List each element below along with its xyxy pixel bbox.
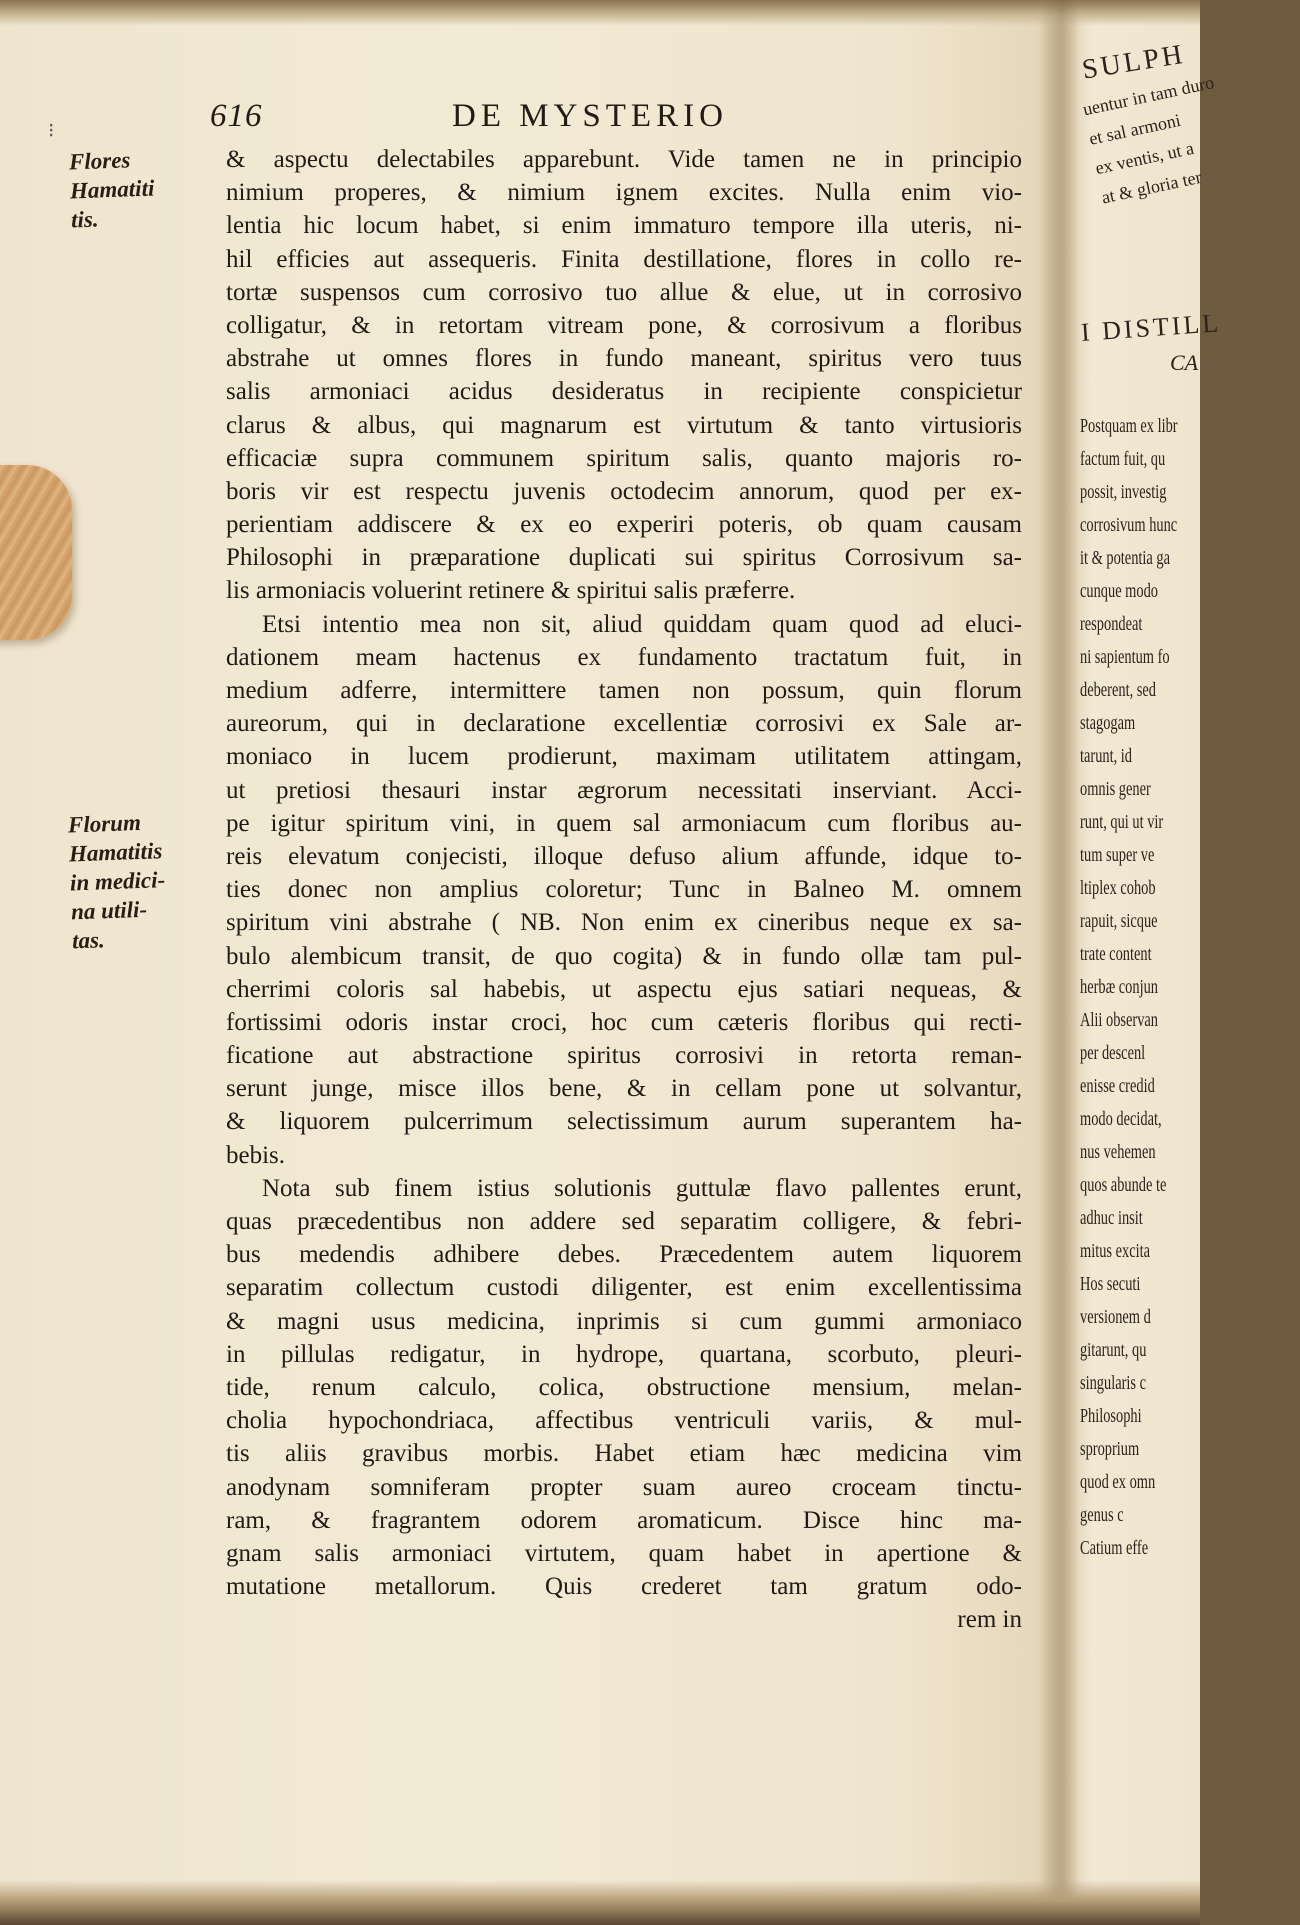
paragraph-1-line: & aspectu delectabiles apparebunt. Vide tamen ne in principio bbox=[226, 146, 1022, 173]
paragraph-2-line: moniaco in lucem prodierunt, maximam utilitatem attingam, bbox=[226, 743, 1022, 771]
top-page-shadow bbox=[0, 0, 1200, 26]
paragraph-1-line: clarus & albus, qui magnarum est virtutum & tanto virtusioris bbox=[226, 411, 1022, 439]
facing-page-line: singularis c bbox=[1080, 1372, 1146, 1394]
facing-page-line: Postquam ex libr bbox=[1080, 415, 1178, 437]
facing-page-line: nus vehemen bbox=[1080, 1141, 1156, 1163]
facing-page-line: ltiplex cohob bbox=[1080, 877, 1156, 899]
facing-page-line: stagogam bbox=[1080, 712, 1136, 734]
running-title: DE MYSTERIO bbox=[452, 98, 728, 134]
page-number: 616 bbox=[210, 98, 263, 134]
facing-page-line: genus c bbox=[1080, 1504, 1124, 1526]
bottom-page-edge bbox=[0, 1880, 1200, 1925]
paragraph-3-line: & magni usus medicina, inprimis si cum gummi armoniaco bbox=[226, 1307, 1022, 1335]
paragraph-1-line: lis armoniacis voluerint retinere & spiritui salis præferre. bbox=[226, 577, 796, 605]
main-text-block bbox=[226, 143, 1022, 1636]
margin-note-line: tis. bbox=[70, 206, 99, 233]
paragraph-2-line: Etsi intentio mea non sit, aliud quiddam quam quod ad eluci- bbox=[262, 610, 1022, 638]
facing-page-line: Catium effe bbox=[1080, 1537, 1149, 1559]
paragraph-3-line: anodynam somniferam propter suam aureo croceam tinctu- bbox=[226, 1473, 1022, 1501]
facing-page-line: runt, qui ut vir bbox=[1080, 811, 1164, 833]
paragraph-2-line: bulo alembicum transit, de quo cogita) & in fundo ollæ tam pul- bbox=[226, 942, 1022, 970]
facing-page-line: uentur in tam duro bbox=[1081, 72, 1216, 120]
paragraph-2-line: ties donec non amplius coloretur; Tunc in Balneo M. omnem bbox=[226, 876, 1022, 904]
facing-page-line: rapuit, sicque bbox=[1080, 910, 1158, 932]
facing-page-line: gitarunt, qu bbox=[1080, 1339, 1147, 1361]
margin-note-line: tas. bbox=[71, 927, 106, 954]
paragraph-2-line: ficatione aut abstractione spiritus corrosivi in retorta reman- bbox=[226, 1042, 1022, 1070]
paragraph-2-line: reis elevatum conjecisti, illoque defuso alium affunde, idque to- bbox=[226, 842, 1022, 870]
paragraph-2-line: pe igitur spiritum vini, in quem sal armoniacum cum floribus au- bbox=[226, 809, 1022, 837]
margin-pencil-mark: ⁝ bbox=[48, 118, 55, 142]
facing-page-line: herbæ conjun bbox=[1080, 976, 1158, 998]
facing-page-line: versionem d bbox=[1080, 1306, 1151, 1328]
facing-page-line: sproprium bbox=[1080, 1438, 1140, 1460]
paragraph-2-line: serunt junge, misce illos bene, & in cellam pone ut solvantur, bbox=[226, 1075, 1022, 1103]
paragraph-3-line: Nota sub finem istius solutionis guttulæ flavo pallentes erunt, bbox=[262, 1174, 1022, 1202]
paragraph-2-line: ut pretiosi thesauri instar ægrorum necessitati inserviant. Acci- bbox=[226, 776, 1022, 804]
paragraph-3-line: cholia hypochondriaca, affectibus ventriculi variis, & mul- bbox=[226, 1407, 1022, 1435]
paragraph-2-line: aureorum, qui in declaratione excellentiæ corrosivi ex Sale ar- bbox=[226, 710, 1022, 738]
facing-page-line: at & gloria ter bbox=[1099, 166, 1204, 208]
paragraph-1-line: salis armoniaci acidus desideratus in recipiente conspicietur bbox=[226, 378, 1022, 406]
margin-note-line: Hamatiti bbox=[69, 175, 155, 204]
paragraph-2-line: bebis. bbox=[226, 1141, 286, 1169]
paragraph-3-line: in pillulas redigatur, in hydrope, quartana, scorbuto, pleuri- bbox=[226, 1340, 1022, 1368]
facing-page-line: deberent, sed bbox=[1080, 679, 1156, 701]
running-head bbox=[210, 98, 770, 142]
margin-note-line: Flores bbox=[68, 147, 131, 175]
facing-page-line: it & potentia ga bbox=[1080, 547, 1170, 569]
paragraph-3-line: ram, & fragrantem odorem aromaticum. Disce hinc ma- bbox=[226, 1506, 1022, 1534]
paragraph-1-line: tortæ suspensos cum corrosivo tuo allue & elue, ut in corrosivo bbox=[226, 278, 1022, 306]
margin-note-line: Hamatitis bbox=[68, 838, 163, 867]
margin-note-florum bbox=[68, 806, 213, 956]
facing-page-line: corrosivum hunc bbox=[1080, 514, 1178, 536]
facing-page-chapter-heading: I DISTILL bbox=[1080, 308, 1223, 347]
paragraph-3-line: quas præcedentibus non addere sed separatim colligere, & febri- bbox=[226, 1208, 1022, 1235]
paragraph-3-line: separatim collectum custodi diligenter, est enim excellentissima bbox=[226, 1274, 1022, 1302]
facing-page-line: trate content bbox=[1080, 943, 1152, 965]
facing-page-line: Alii observan bbox=[1080, 1009, 1158, 1031]
facing-page-line: modo decidat, bbox=[1080, 1108, 1162, 1130]
facing-page-line: Philosophi bbox=[1080, 1405, 1142, 1427]
margin-note-line: Florum bbox=[67, 809, 142, 838]
paragraph-1-line: Philosophi in præparatione duplicati sui spiritus Corrosivum sa- bbox=[226, 544, 1022, 572]
catchword: rem in bbox=[957, 1606, 1022, 1634]
facing-page-line: factum fuit, qu bbox=[1080, 448, 1166, 470]
paragraph-1-line: lentia hic locum habet, si enim immaturo tempore illa uteris, ni- bbox=[226, 212, 1022, 240]
margin-note-line: in medici- bbox=[69, 867, 166, 896]
paragraph-1-line: hil efficies aut assequeris. Finita destillatione, flores in collo re- bbox=[226, 245, 1022, 273]
paragraph-1-line: nimium properes, & nimium ignem excites. Nulla enim vio- bbox=[226, 179, 1022, 207]
facing-page-line: Hos secuti bbox=[1080, 1273, 1141, 1295]
paragraph-1-line: perientiam addiscere & ex eo experiri poteris, ob quam causam bbox=[226, 511, 1022, 539]
paragraph-2-line: cherrimi coloris sal habebis, ut aspectu ejus satiari nequeas, & bbox=[226, 975, 1022, 1003]
facing-page-chapter-subheading: CA bbox=[1170, 350, 1199, 375]
margin-note-line: na utili- bbox=[70, 896, 148, 925]
facing-page-line: ex ventis, ut a bbox=[1093, 137, 1196, 179]
facing-page-line: omnis gener bbox=[1080, 778, 1151, 800]
margin-note-flores bbox=[69, 143, 212, 235]
paragraph-2-line: dationem meam hactenus ex fundamento tractatum fuit, in bbox=[226, 643, 1022, 671]
facing-page-line: quod ex omn bbox=[1080, 1471, 1156, 1493]
paragraph-1-line: abstrahe ut omnes flores in fundo maneant, spiritus vero tuus bbox=[226, 345, 1022, 373]
facing-page-line: per descenl bbox=[1080, 1042, 1146, 1064]
facing-page-line: possit, investig bbox=[1080, 481, 1167, 503]
facing-page-upper-text bbox=[1080, 68, 1232, 212]
facing-page-line: enisse credid bbox=[1080, 1075, 1155, 1097]
paragraph-3-line: mutatione metallorum. Quis crederet tam gratum odo- bbox=[226, 1573, 1022, 1601]
bookmark-ribbon bbox=[0, 465, 72, 640]
book-gutter-shadow bbox=[1040, 0, 1080, 1925]
facing-page-line: quos abunde te bbox=[1080, 1174, 1167, 1196]
facing-page-line: mitus excita bbox=[1080, 1240, 1150, 1262]
paragraph-3-line: bus medendis adhibere debes. Præcedentem autem liquorem bbox=[226, 1241, 1022, 1269]
paragraph-1-line: boris vir est respectu juvenis octodecim annorum, quod per ex- bbox=[226, 477, 1022, 505]
paragraph-2-line: & liquorem pulcerrimum selectissimum aurum superantem ha- bbox=[226, 1108, 1022, 1136]
facing-page-line: respondeat bbox=[1080, 613, 1143, 635]
paragraph-3-line: gnam salis armoniaci virtutem, quam habet in apertione & bbox=[226, 1539, 1022, 1567]
paragraph-2-line: spiritum vini abstrahe ( NB. Non enim ex cineribus neque ex sa- bbox=[226, 909, 1022, 937]
facing-page-running-head: SULPH bbox=[1080, 38, 1188, 86]
paragraph-2-line: fortissimi odoris instar croci, hoc cum cæteris floribus qui recti- bbox=[226, 1008, 1022, 1036]
paragraph-3-line: tis aliis gravibus morbis. Habet etiam hæc medicina vim bbox=[226, 1440, 1022, 1468]
facing-page-line: ni sapientum fo bbox=[1080, 646, 1170, 668]
facing-page-line: tum super ve bbox=[1080, 844, 1155, 866]
paragraph-1-line: efficaciæ supra communem spiritum salis, quanto majoris ro- bbox=[226, 444, 1022, 472]
facing-page-text-column bbox=[1080, 410, 1202, 1565]
paragraph-1-line: colligatur, & in retortam vitream pone, & corrosivum a floribus bbox=[226, 311, 1022, 339]
facing-page-line: et sal armoni bbox=[1087, 109, 1183, 149]
facing-page-line: tarunt, id bbox=[1080, 745, 1132, 767]
paragraph-3-line: tide, renum calculo, colica, obstructione mensium, melan- bbox=[226, 1373, 1022, 1401]
facing-page-line: cunque modo bbox=[1080, 580, 1158, 602]
paragraph-2-line: medium adferre, intermittere tamen non possum, quin florum bbox=[226, 677, 1022, 704]
facing-page-line: adhuc insit bbox=[1080, 1207, 1143, 1229]
